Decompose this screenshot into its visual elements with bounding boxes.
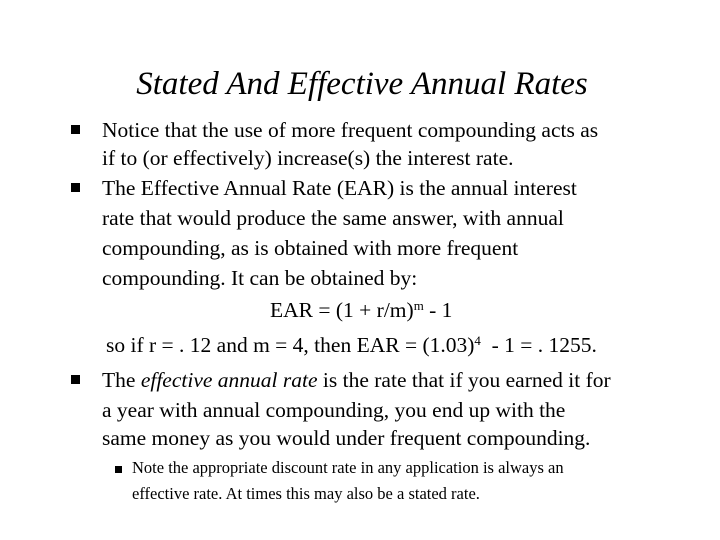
sub-bullet-line-1: Note the appropriate discount rate in any application is always an: [132, 458, 564, 477]
emphasis-text: effective annual rate: [140, 368, 318, 392]
example-left: so if r = . 12 and m = 4, then EAR = (1.03): [106, 333, 475, 357]
bullet-1-line-1: Notice that the use of more frequent compounding acts as: [102, 118, 599, 142]
bullet-2-line-3: compounding, as is obtained with more frequent: [102, 236, 519, 260]
example-exponent: 4: [474, 334, 481, 348]
bullet-3-line-1: [102, 366, 611, 394]
bullet-2-line-1: The Effective Annual Rate (EAR) is the annual interest: [102, 176, 577, 200]
bullet-icon: [71, 375, 80, 384]
sub-bullet-line-2: effective rate. At times this may also be a stated rate.: [132, 484, 480, 503]
bullet-2-line-2: rate that would produce the same answer, with annual: [102, 206, 564, 230]
bullet-3-line-2: a year with annual compounding, you end up with the: [102, 398, 566, 422]
example-right: - 1 = . 1255.: [480, 333, 597, 357]
text: The: [102, 368, 141, 392]
ear-formula: [270, 296, 452, 324]
bullet-1-line-2: if to (or effectively) increase(s) the interest rate.: [102, 146, 514, 170]
formula-right: - 1: [423, 298, 453, 322]
formula-left: EAR = (1 + r/m): [270, 298, 414, 322]
formula-exponent: m: [413, 299, 424, 313]
bullet-icon: [71, 125, 80, 134]
bullet-icon: [71, 183, 80, 192]
bullet-2-line-4: compounding. It can be obtained by:: [102, 266, 418, 290]
sub-bullet-icon: [115, 466, 122, 473]
ear-example: [106, 331, 597, 359]
text: is the rate that if you earned it for: [317, 368, 611, 392]
slide-title: Stated And Effective Annual Rates: [136, 66, 588, 102]
bullet-3-line-3: same money as you would under frequent compounding.: [102, 426, 591, 450]
